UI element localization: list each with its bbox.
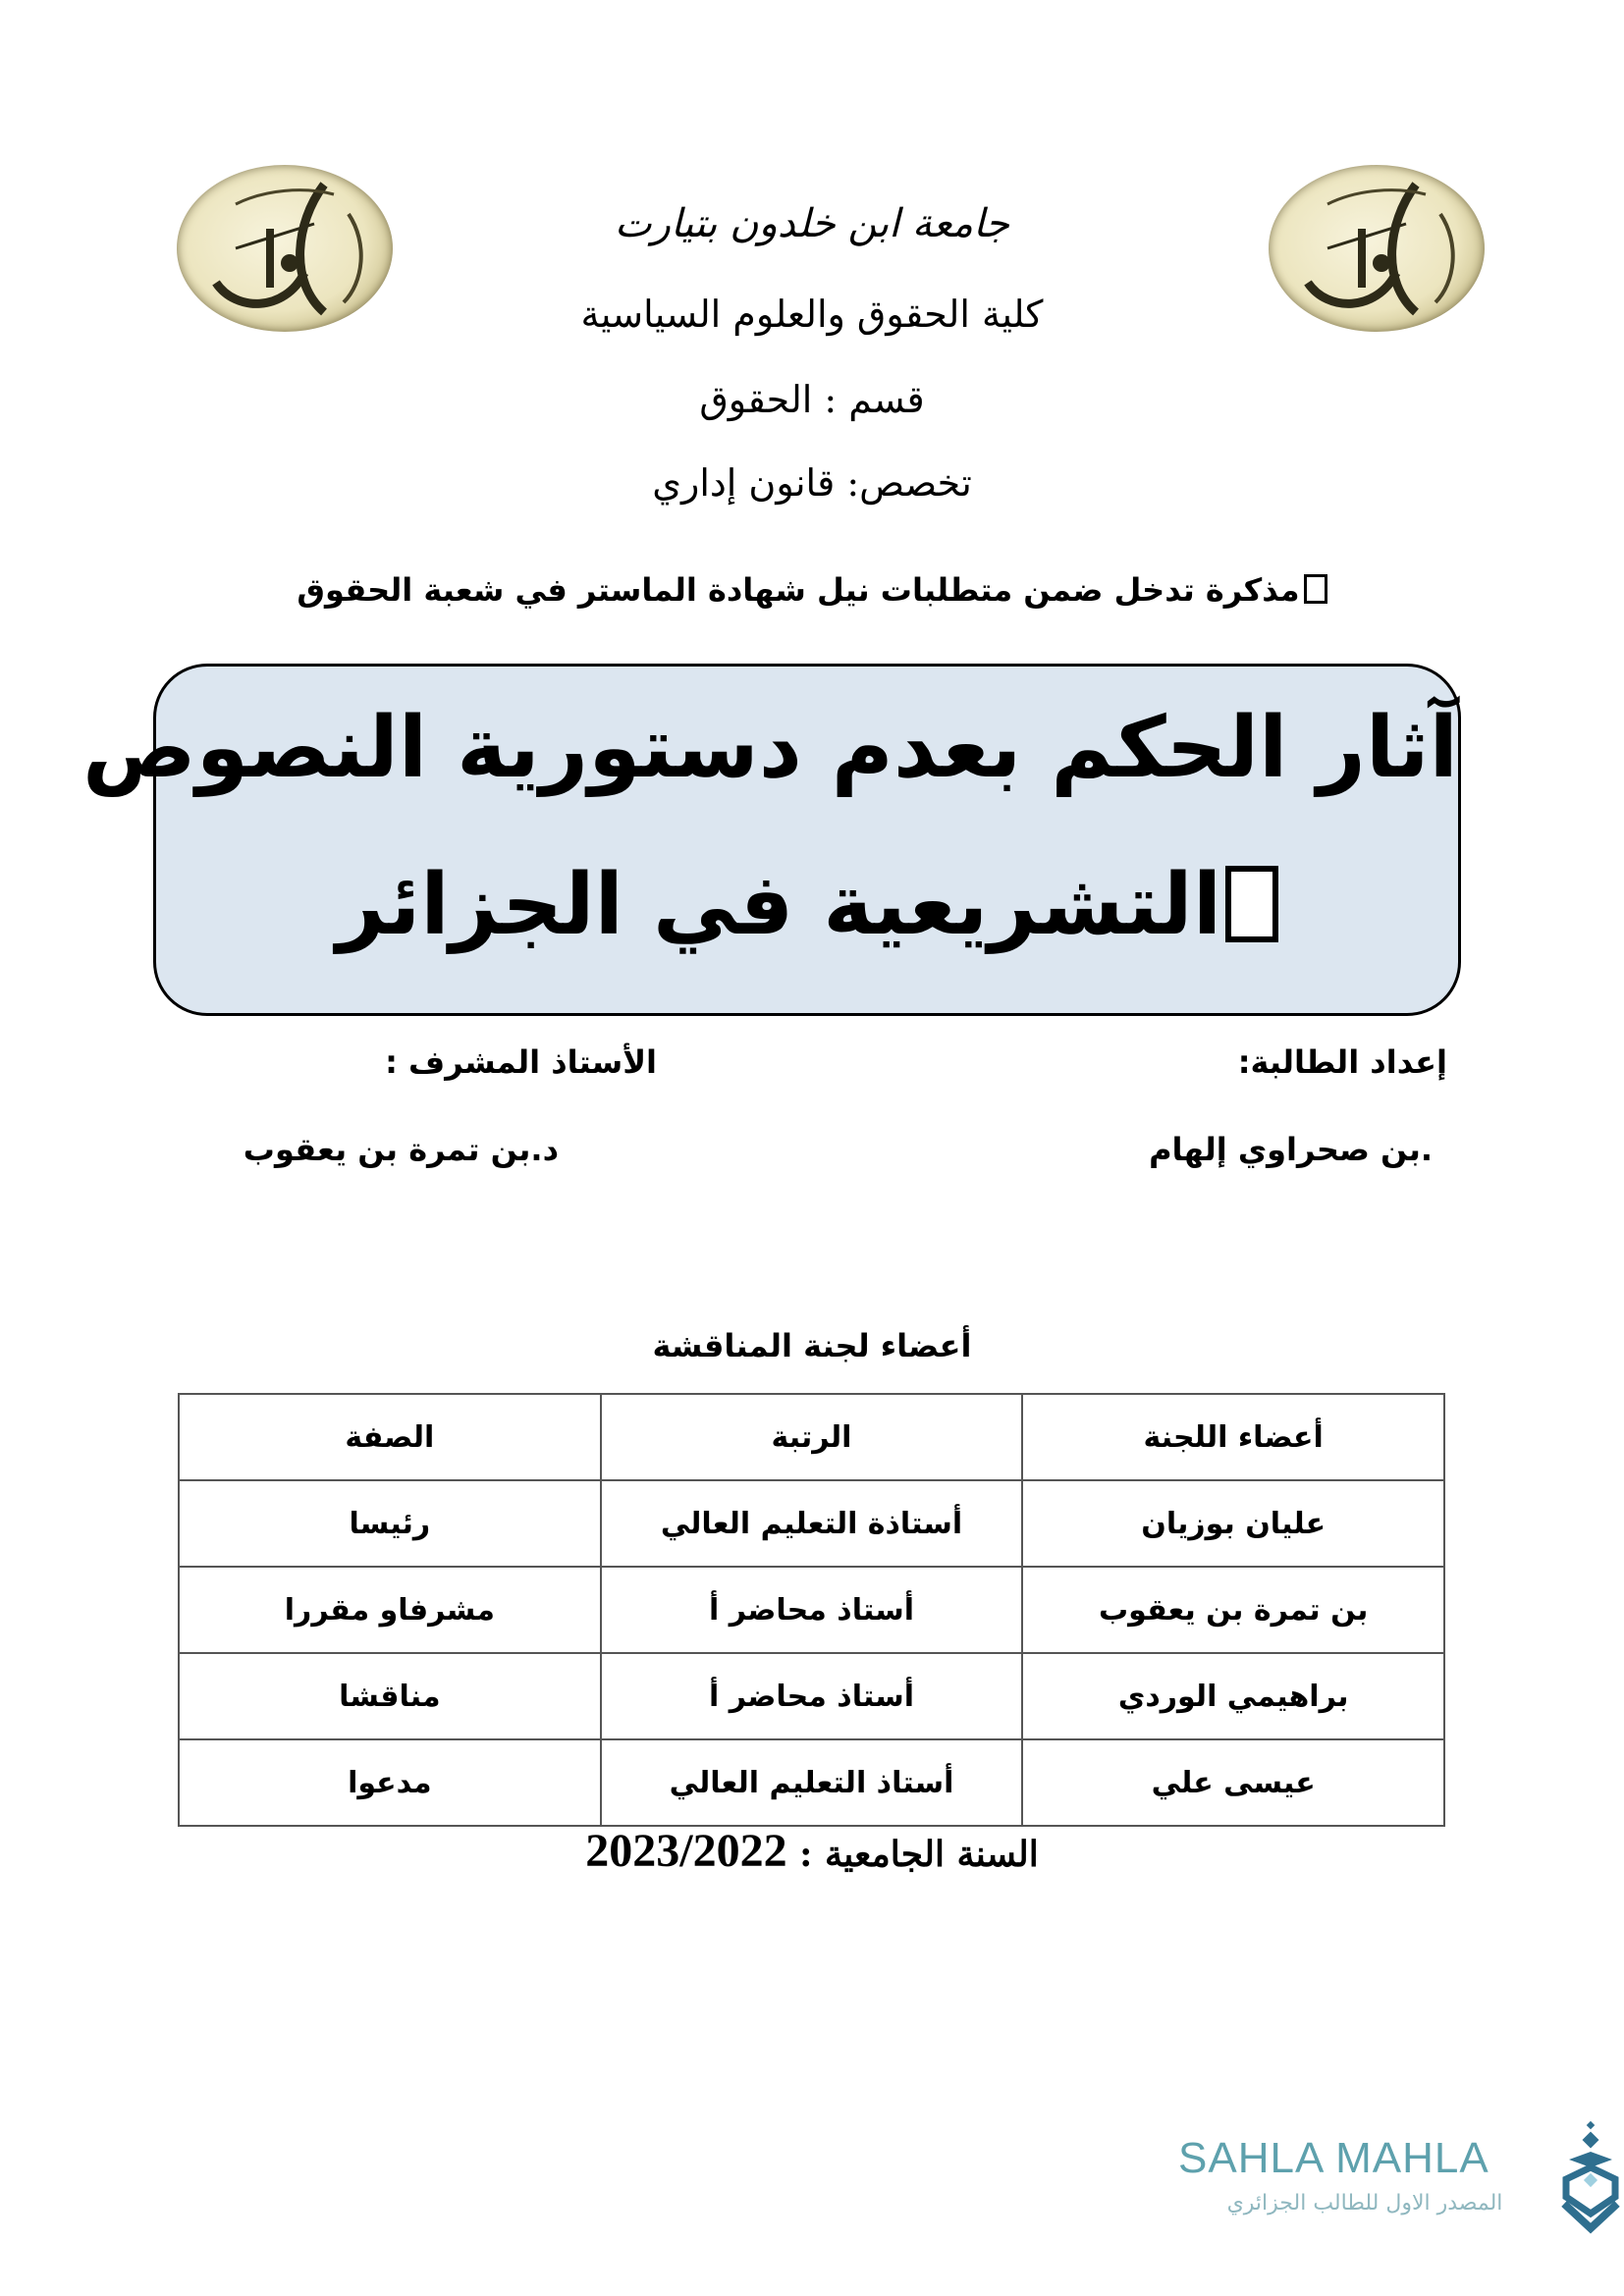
member-rank: أستاذ محاضر أ bbox=[601, 1653, 1023, 1739]
academic-year-label: السنة الجامعية : bbox=[799, 1834, 1039, 1875]
memo-line bbox=[0, 571, 1624, 609]
department: قسم : الحقوق bbox=[699, 378, 925, 421]
member-rank: أستاذ محاضر أ bbox=[601, 1567, 1023, 1653]
university-name: جامعة ابن خلدون بتيارت bbox=[614, 201, 1009, 246]
student-name: .بن صحراوي إلهام bbox=[1149, 1131, 1433, 1168]
header-rank: الرتبة bbox=[601, 1394, 1023, 1480]
supervisor-name: د.بن تمرة بن يعقوب bbox=[243, 1131, 559, 1168]
table-row bbox=[179, 1567, 1444, 1653]
memo-text: مذكرة تدخل ضمن متطلبات نيل شهادة الماستر في شعبة الحقوق bbox=[297, 571, 1300, 609]
member-role: مشرفاو مقررا bbox=[179, 1567, 601, 1653]
brand-name: SAHLA MAHLA bbox=[1178, 2134, 1489, 2182]
thesis-title-box bbox=[82, 664, 1461, 1016]
header-member: أعضاء اللجنة bbox=[1022, 1394, 1444, 1480]
thesis-title-line-1: آثار الحكم بعدم دستورية النصوص bbox=[82, 699, 1458, 797]
member-rank: أستاذ التعليم العالي bbox=[601, 1739, 1023, 1826]
member-name: عليان بوزيان bbox=[1022, 1480, 1444, 1567]
supervisor-label: الأستاذ المشرف : bbox=[385, 1043, 657, 1081]
placeholder-square-icon bbox=[1225, 866, 1277, 941]
member-role: مناقشا bbox=[179, 1653, 601, 1739]
member-rank: أستاذة التعليم العالي bbox=[601, 1480, 1023, 1567]
member-name: براهيمي الوردي bbox=[1022, 1653, 1444, 1739]
member-role: رئيسا bbox=[179, 1480, 601, 1567]
specialization: تخصص: قانون إداري bbox=[652, 461, 972, 505]
table-header-row bbox=[179, 1394, 1444, 1480]
brand-tagline: المصدر الاول للطالب الجزائري bbox=[1226, 2191, 1503, 2216]
table-row bbox=[179, 1739, 1444, 1826]
placeholder-square-icon bbox=[1304, 574, 1327, 604]
member-name: بن تمرة بن يعقوب bbox=[1022, 1567, 1444, 1653]
academic-year bbox=[0, 1824, 1624, 1878]
committee-title: أعضاء لجنة المناقشة bbox=[652, 1327, 972, 1364]
table-row bbox=[179, 1480, 1444, 1567]
member-name: عيسى علي bbox=[1022, 1739, 1444, 1826]
faculty-name: كلية الحقوق والعلوم السياسية bbox=[580, 293, 1044, 336]
thesis-title-line-2-text: التشريعية في الجزائر bbox=[336, 856, 1222, 954]
sahla-mahla-logo-icon bbox=[1561, 2120, 1620, 2238]
member-role: مدعوا bbox=[179, 1739, 601, 1826]
header-role: الصفة bbox=[179, 1394, 601, 1480]
table-row bbox=[179, 1653, 1444, 1739]
committee-table bbox=[178, 1393, 1445, 1827]
thesis-title-line-2 bbox=[156, 856, 1458, 954]
student-label: إعداد الطالبة: bbox=[1237, 1043, 1447, 1081]
sahla-mahla-watermark bbox=[1178, 2120, 1610, 2238]
academic-year-value: 2023/2022 bbox=[585, 1825, 787, 1877]
